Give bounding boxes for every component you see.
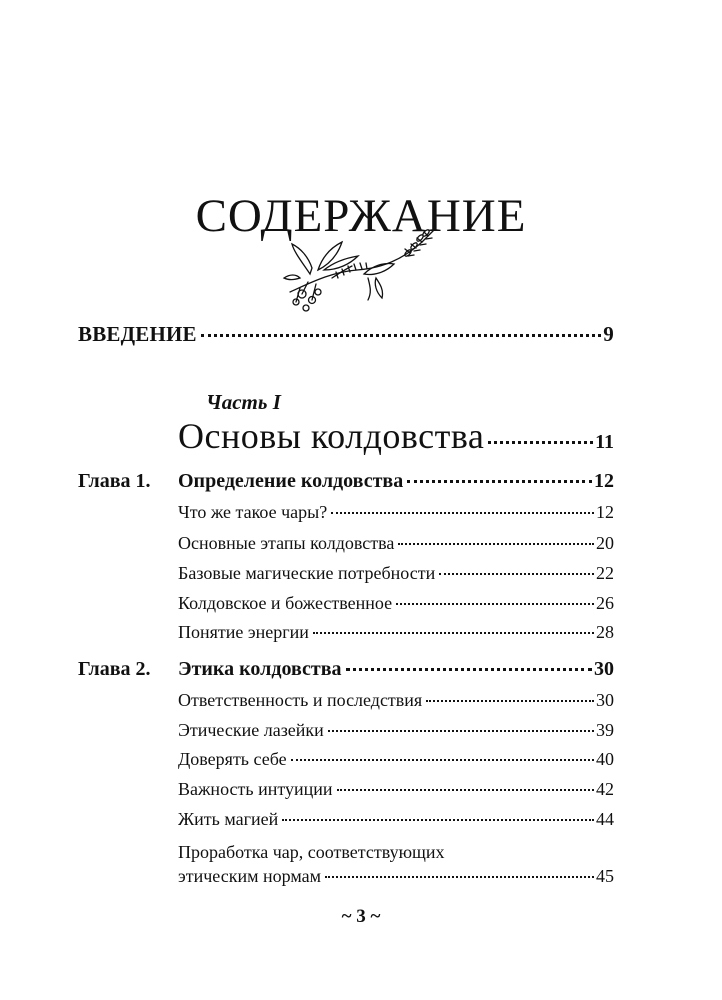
toc-entry-section[interactable] [178,502,614,523]
chapter-number: Глава 1. [78,470,151,492]
dot-leader [346,668,592,671]
toc-entry-page: 30 [596,690,614,710]
page-title: СОДЕРЖАНИЕ [195,190,527,243]
chapter-number: Глава 2. [78,658,151,680]
section-title: Понятие энергии [178,622,309,642]
toc-entry-page: 12 [596,502,614,522]
toc-entry-introduction[interactable] [78,322,614,347]
section-title: Основные этапы колдовства [178,533,395,553]
toc-entry-chapter-1[interactable] [178,470,614,493]
toc-entry-section[interactable] [178,749,614,770]
section-title: Что же такое чары? [178,502,328,522]
toc-entry-page: 22 [596,563,614,583]
section-title-line1: Проработка чар, соответствующих [178,842,445,862]
toc-entry-part-1[interactable] [178,415,614,457]
dot-leader [313,632,594,634]
section-title: Доверять себе [178,749,287,769]
toc-entry-page: 28 [596,622,614,642]
chapter-title: Этика колдовства [178,658,342,680]
toc-entry-section[interactable] [178,593,614,614]
chapter-title: Определение колдовства [178,470,404,492]
dot-leader [325,876,594,878]
toc-entry-page: 42 [596,779,614,799]
section-title: Базовые магические потребности [178,563,436,583]
part-label: Часть I [206,390,281,414]
toc-entry-page: 44 [596,809,614,829]
toc-entry-page: 12 [594,470,614,492]
toc-entry-page: 45 [596,866,614,886]
toc-entry-section[interactable] [178,809,614,830]
section-title: Важность интуиции [178,779,333,799]
dot-leader [396,603,594,605]
section-title: Жить магией [178,809,279,829]
toc-entry-page: 11 [595,431,614,453]
section-title: Этические лазейки [178,720,324,740]
section-title: Колдовское и божественное [178,593,393,613]
dot-leader [407,480,592,483]
section-title-line2: этическим нормам [178,866,321,886]
floral-ornament-icon [272,222,452,314]
dot-leader [337,789,594,791]
dot-leader [398,543,594,545]
page-number: ~ 3 ~ [341,906,381,927]
toc-entry-section[interactable] [178,533,614,554]
dot-leader [291,759,594,761]
toc-entry-page: 20 [596,533,614,553]
toc-entry-page: 30 [594,658,614,680]
toc-entry-section[interactable] [178,690,614,711]
toc-entry-section[interactable] [178,779,614,800]
toc-entry-chapter-2[interactable] [178,658,614,681]
toc-entry-page: 9 [603,322,614,346]
dot-leader [328,730,594,732]
section-title: Ответственность и последствия [178,690,423,710]
dot-leader [488,441,593,444]
dot-leader [439,573,594,575]
toc-entry-section[interactable] [178,866,614,887]
toc-entry-page: 39 [596,720,614,740]
dot-leader [426,700,594,702]
dot-leader [282,819,594,821]
dot-leader [201,334,602,337]
toc-entry-section[interactable] [178,622,614,643]
toc-entry-section[interactable] [178,720,614,741]
toc-entry-label: ВВЕДЕНИЕ [78,322,197,346]
dot-leader [331,512,594,514]
toc-entry-page: 26 [596,593,614,613]
toc-entry-section[interactable] [178,563,614,584]
toc-entry-page: 40 [596,749,614,769]
part-title: Основы колдовства [178,416,485,456]
